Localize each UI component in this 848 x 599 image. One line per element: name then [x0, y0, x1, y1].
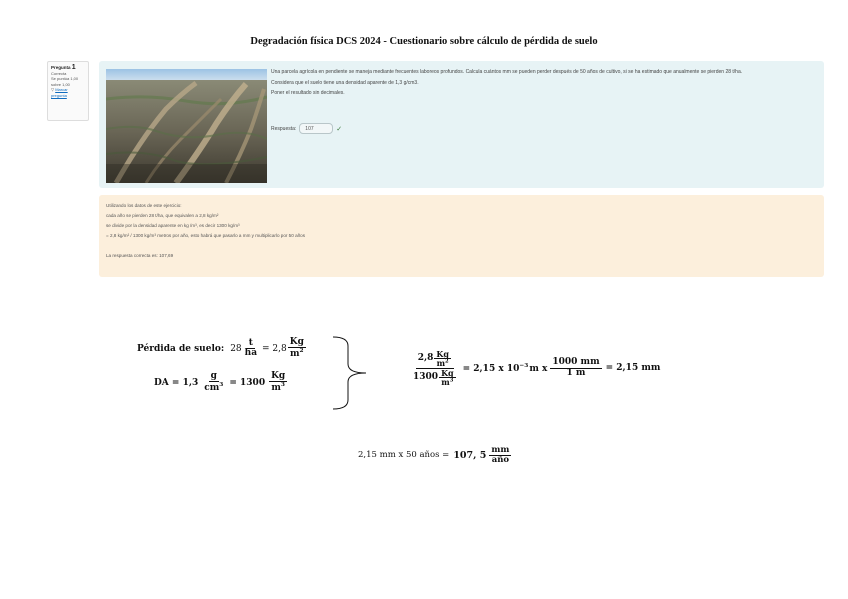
- m2-unit: $m^2$: [290, 348, 304, 360]
- numerator-value: 2,8: [417, 353, 434, 364]
- final-lhs: 2,15 mm x 50 años =: [358, 450, 450, 461]
- question-instruction: Poner el resultado sin decimales.: [271, 90, 345, 96]
- question-text: [271, 69, 819, 101]
- big-denominator: [411, 369, 459, 387]
- g-cm3-fraction: [202, 372, 225, 394]
- big-fraction: [411, 350, 459, 387]
- right-brace: [330, 336, 370, 410]
- g-unit: g: [210, 371, 217, 381]
- answer-input[interactable]: 107: [299, 123, 333, 134]
- feedback-line-4: = 2,8 kg/m² / 1300 kg/m³ metros por año, esto habrá que pasarlo a mm y multiplicarlo por 50 años: [106, 233, 306, 238]
- denominator-value: 1300: [413, 371, 439, 382]
- den-m3: $m^3$: [441, 377, 454, 388]
- question-density: Considera que el suelo tiene una densidad aparente de 1,3 g/cm3.: [271, 79, 419, 86]
- mm-m-fraction: [550, 358, 601, 378]
- flag-question-link[interactable]: [51, 87, 85, 98]
- correct-check-icon: ✓: [336, 125, 343, 133]
- t-ha-fraction: [243, 339, 259, 359]
- question-label: Pregunta: [51, 65, 71, 70]
- m3-base: m: [271, 383, 281, 394]
- num-kg-m2: [434, 350, 451, 368]
- ha-unit: ha: [244, 348, 258, 359]
- den-m3-base: m: [441, 377, 450, 388]
- feedback-line-2: cada año se pierden 28 t/ha, que equivalen a 2,8 kg/m²: [106, 213, 219, 218]
- density-label: DA = 1,3: [154, 377, 199, 388]
- one-meter: 1 m: [566, 367, 586, 378]
- correct-answer-text: La respuesta correcta es: 107,69: [106, 253, 174, 258]
- question-content: [99, 61, 824, 188]
- answer-label: Respuesta:: [271, 125, 297, 132]
- flag-label-2: pregunta: [51, 92, 67, 98]
- density-equation: [154, 372, 288, 394]
- num-kg: Kg: [436, 349, 449, 359]
- flag-label: Marcar: [55, 87, 68, 92]
- score-line-2: sobre 1,00: [51, 81, 70, 87]
- result-coefficient: = 2,15 x 10: [462, 363, 520, 374]
- num-m2-base: m: [436, 358, 446, 369]
- question-status: Correcta: [51, 70, 67, 76]
- loss-label: Pérdida de suelo:: [137, 343, 225, 354]
- eroded-field-photo: [106, 69, 267, 183]
- mm-1000: 1000 mm: [552, 357, 600, 368]
- m2-base: m: [290, 349, 300, 360]
- question-statement: Una parcela agrícola en pendiente se maneja mediante frecuentes laboreos profundos. Calcula cuántos mm se pueden perder después de 50 años de cultivo, si se ha estimado que anualmente se pierden 28 t/ha.: [271, 69, 743, 75]
- den-kg: Kg: [441, 367, 454, 378]
- question-info-panel: [47, 61, 89, 121]
- kg-m2-fraction: [288, 338, 306, 360]
- result-meters: [463, 363, 548, 374]
- loss-value: 28: [230, 343, 242, 354]
- kg-unit: Kg: [289, 337, 304, 347]
- result-mm: = 2,15 mm: [605, 363, 661, 374]
- score-line-1: Se puntúa 1,00: [51, 76, 79, 81]
- density-converted: = 1300: [229, 377, 266, 388]
- loss-equation: [137, 338, 307, 360]
- num-m2: $m^2$: [436, 358, 449, 369]
- cm3-base: cm: [204, 383, 220, 394]
- feedback-box: [99, 195, 824, 277]
- year-unit: año: [491, 454, 510, 465]
- loss-converted: = 2,8: [262, 343, 287, 354]
- big-numerator: [416, 350, 454, 369]
- result-unit: m x: [529, 363, 548, 374]
- feedback-text: [106, 201, 305, 261]
- feedback-line-1: Utilizando los datos de este ejercicio:: [106, 203, 182, 208]
- kg-unit-2: Kg: [271, 371, 286, 381]
- result-exponent: −3: [519, 362, 529, 369]
- mm-unit: mm: [491, 445, 510, 455]
- mm-year-fraction: [489, 446, 511, 465]
- final-result: 107, 5: [453, 449, 487, 461]
- final-equation: [358, 446, 512, 465]
- question-number-value: 1: [71, 64, 76, 71]
- page-title: Degradación física DCS 2024 - Cuestionario sobre cálculo de pérdida de suelo: [250, 36, 598, 47]
- kg-m3-fraction: [269, 372, 287, 394]
- t-unit: t: [248, 338, 253, 348]
- answer-row: [271, 123, 342, 134]
- feedback-line-3: se divide por la densidad aparente en kg /m³, es decir 1300 kg/m³: [106, 223, 240, 228]
- flag-icon: ▽: [51, 87, 55, 92]
- m3-unit: $m^3$: [271, 382, 285, 394]
- cm3-unit: $cm^3$: [204, 382, 224, 394]
- division-equation: [410, 350, 660, 387]
- den-kg-m3: [439, 369, 456, 387]
